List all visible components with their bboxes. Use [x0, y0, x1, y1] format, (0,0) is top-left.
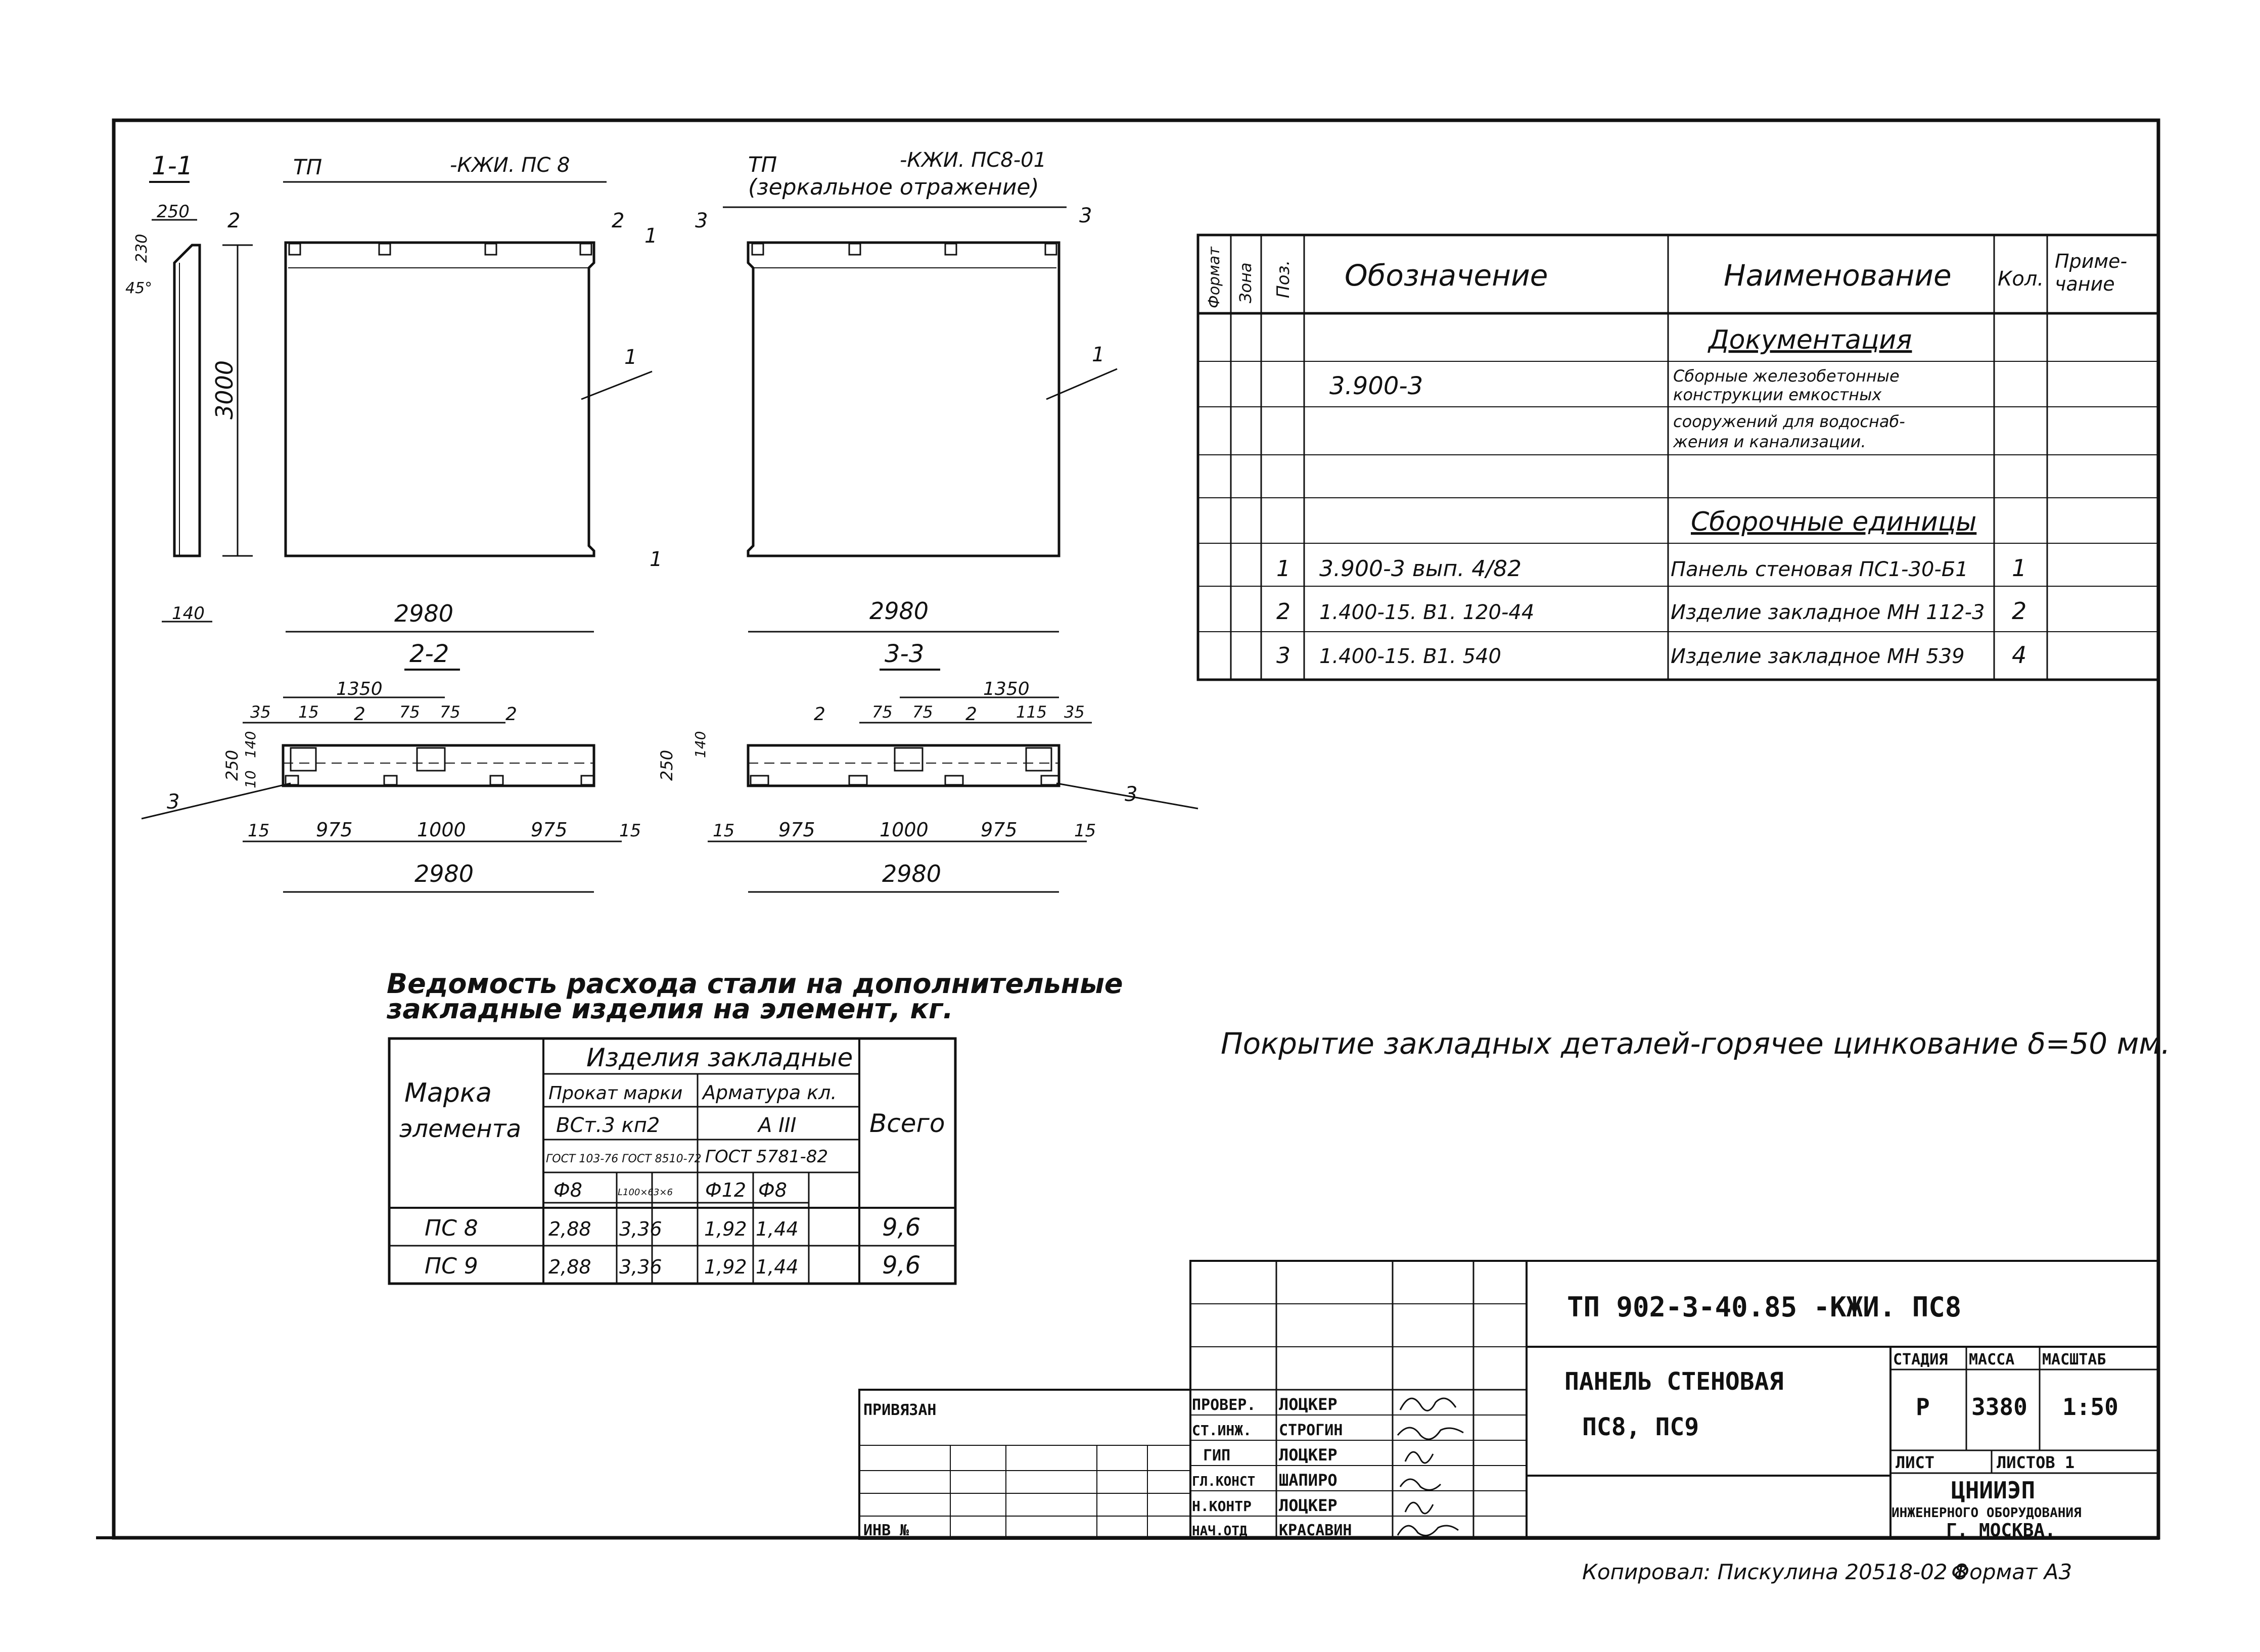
sig-name-6: КРАСАВИН	[1279, 1522, 1352, 1539]
mark-left-label: -КЖИ. ПС 8	[450, 154, 570, 177]
dim-975a-33: 975	[778, 819, 815, 841]
panel-outline-left	[286, 243, 594, 556]
sheet-label: ЛИСТ	[1896, 1453, 1935, 1472]
dim-975b-22: 975	[531, 819, 568, 841]
section-3-3-outline	[748, 745, 1059, 786]
doc-designation: 3.900-3	[1329, 372, 1423, 400]
steel-row2-mark: ПС 9	[425, 1253, 478, 1279]
drawing-code: ТП 902-3-40.85 -КЖИ. ПС8	[1567, 1291, 1962, 1323]
steel-row1-mark: ПС 8	[425, 1215, 478, 1241]
dim-45deg: 45°	[125, 279, 153, 297]
col-mark-1: Марка	[404, 1078, 492, 1108]
sig-role-5: Н.КОНТР	[1192, 1498, 1252, 1515]
dim-35-22: 35	[250, 702, 271, 722]
hdr-designation: Обозначение	[1345, 258, 1548, 293]
dim-1350-left: 1350	[336, 679, 383, 699]
rolled-grade: ВСт.3 кп2	[556, 1114, 660, 1137]
pos-1-left: 1	[624, 346, 637, 369]
sig-role-4: ГЛ.КОНСТ	[1192, 1474, 1256, 1489]
scale-label: МАСШТАБ	[2042, 1351, 2106, 1368]
section-assembly-units: Сборочные единицы	[1691, 507, 1977, 537]
dim-75b-33: 75	[912, 702, 933, 722]
cut-3-right: 3	[1079, 204, 1092, 227]
steel-row2-v1: 2,88	[548, 1256, 591, 1278]
signature-4	[1400, 1479, 1441, 1490]
sub-col-2: L100×63×6	[618, 1187, 673, 1198]
row3-pos: 3	[1276, 643, 1290, 669]
dim-975a-22: 975	[316, 819, 353, 841]
mark-right-label: -КЖИ. ПС8-01	[900, 149, 1047, 172]
steel-row1-v3: 1,92	[704, 1218, 747, 1240]
section-documentation: Документация	[1709, 325, 1912, 355]
org-2: ИНЖЕНЕРНОГО ОБОРУДОВАНИЯ	[1892, 1505, 2082, 1521]
signature-5	[1405, 1502, 1433, 1514]
row2-pos: 2	[1276, 599, 1290, 625]
hdr-qty: Кол.	[1998, 267, 2044, 291]
col-mark-2: элемента	[399, 1115, 522, 1143]
cut-1-bottom: 1	[650, 548, 663, 571]
sheet-format: Формат А3	[1951, 1560, 2072, 1584]
row1-name: Панель стеновая ПС1-30-Б1	[1671, 558, 1968, 581]
section-2-2-view	[142, 640, 641, 892]
dim-15a-33: 15	[713, 821, 735, 841]
tp-right-label: ТП	[748, 152, 777, 177]
pos-2-33a: 2	[814, 704, 825, 725]
section-3-3-view	[657, 640, 1198, 892]
mirror-note: (зеркальное отражение)	[748, 174, 1039, 200]
rolled-gost: ГОСТ 103-76 ГОСТ 8510-72	[546, 1153, 702, 1165]
dim-250-33: 250	[657, 749, 676, 781]
dim-975b-33: 975	[981, 819, 1018, 841]
dim-3000: 3000	[211, 360, 238, 419]
dim-140: 140	[172, 603, 205, 624]
inv-label: ИНВ №	[863, 1522, 909, 1539]
sig-role-1: ПРОВЕР.	[1192, 1396, 1256, 1414]
coating-note: Покрытие закладных деталей-горячее цинкование δ=50 мм.	[1221, 1026, 2171, 1061]
steel-consumption-table	[386, 968, 1123, 1284]
pos-2-33b: 2	[965, 704, 977, 725]
dim-1000-22: 1000	[417, 819, 466, 841]
steel-row2-total: 9,6	[882, 1251, 921, 1280]
dim-2980-22: 2980	[414, 860, 474, 887]
dim-75a-22: 75	[399, 702, 420, 722]
steel-row2-v2: 3,36	[619, 1256, 662, 1278]
cut-3-left: 3	[695, 209, 708, 232]
dim-2980-right: 2980	[869, 597, 929, 625]
drawing-name-1: ПАНЕЛЬ СТЕНОВАЯ	[1564, 1367, 1784, 1396]
dim-15a-22: 15	[248, 821, 270, 841]
cut-1-top: 1	[644, 224, 658, 248]
row2-designation: 1.400-15. В1. 120-44	[1319, 601, 1535, 624]
org-3: Г. МОСКВА.	[1946, 1520, 2056, 1541]
dim-15-22: 15	[298, 702, 319, 722]
hdr-format: Формат	[1206, 247, 1223, 308]
copied-by: Копировал: Пискулина 20518-02 8	[1582, 1560, 1968, 1584]
sig-role-3: ГИП	[1203, 1447, 1231, 1465]
doc-name-line-1: Сборные железобетонные	[1673, 366, 1900, 386]
col-rolled: Прокат марки	[548, 1083, 683, 1104]
dim-2980-33: 2980	[882, 860, 942, 887]
cut-2-left: 2	[227, 209, 241, 232]
rebar-gost: ГОСТ 5781-82	[705, 1147, 828, 1167]
steel-title-1: Ведомость расхода стали на дополнительные	[387, 968, 1123, 1000]
sub-col-3: Ф12	[705, 1179, 747, 1201]
pos-2-22a: 2	[354, 704, 365, 725]
row1-qty: 1	[2012, 554, 2027, 582]
steel-row1-total: 9,6	[882, 1213, 921, 1242]
dim-250-22: 250	[222, 749, 242, 781]
section-3-3-label: 3-3	[885, 640, 925, 668]
hdr-pos: Поз.	[1273, 260, 1294, 298]
dim-230: 230	[133, 233, 151, 263]
stage-label: СТАДИЯ	[1893, 1351, 1948, 1368]
signature-2	[1398, 1428, 1463, 1439]
row1-designation: 3.900-3 вып. 4/82	[1319, 556, 1522, 582]
steel-row1-v4: 1,44	[756, 1218, 799, 1240]
sub-col-4: Ф8	[758, 1179, 787, 1201]
dim-75a-33: 75	[872, 702, 893, 722]
steel-title-2: закладные изделия на элемент, кг.	[387, 993, 953, 1025]
row3-designation: 1.400-15. В1. 540	[1319, 645, 1501, 668]
signature-3	[1405, 1452, 1433, 1463]
dim-250-top: 250	[157, 202, 190, 222]
sub-col-1: Ф8	[554, 1179, 582, 1201]
section-2-2-outline	[283, 745, 594, 786]
hdr-note-2: чание	[2055, 273, 2115, 295]
dim-15b-22: 15	[619, 821, 641, 841]
panel-profile-1-1	[174, 245, 200, 556]
steel-row1-v2: 3,36	[619, 1218, 662, 1240]
pos-3-22: 3	[167, 790, 180, 814]
panel-outline-right	[748, 243, 1059, 556]
dim-1350-right: 1350	[983, 679, 1030, 699]
rebar-class: А III	[758, 1114, 797, 1137]
dim-10-22: 10	[242, 770, 259, 788]
tp-left-label: ТП	[293, 155, 322, 179]
signature-6	[1398, 1526, 1458, 1536]
dim-35-33: 35	[1064, 702, 1085, 722]
mass-value: 3380	[1971, 1393, 2027, 1421]
sig-name-1: ЛОЦКЕР	[1279, 1395, 1337, 1414]
dim-140-33: 140	[692, 731, 709, 758]
specification-table	[1198, 235, 2158, 680]
dim-75b-22: 75	[440, 702, 460, 722]
sig-name-3: ЛОЦКЕР	[1279, 1445, 1337, 1465]
dim-15b-33: 15	[1074, 821, 1096, 841]
dim-2980-left: 2980	[394, 600, 454, 627]
section-2-2-label: 2-2	[409, 640, 449, 668]
sig-name-5: ЛОЦКЕР	[1279, 1496, 1337, 1515]
doc-name-line-3: сооружений для водоснаб-	[1673, 412, 1905, 431]
row2-name: Изделие закладное МН 112-3	[1671, 601, 1985, 624]
dim-115-33: 115	[1016, 702, 1047, 722]
col-total: Всего	[869, 1109, 945, 1138]
hdr-note-1: Приме-	[2055, 250, 2128, 272]
row3-qty: 4	[2012, 641, 2027, 669]
drawing-name-2: ПС8, ПС9	[1582, 1413, 1699, 1441]
sig-name-4: ШАПИРО	[1279, 1471, 1337, 1490]
section-1-1-label: 1-1	[152, 151, 193, 180]
sig-role-2: СТ.ИНЖ.	[1192, 1422, 1252, 1439]
panel-elevation-right	[695, 149, 1117, 632]
hdr-name: Наименование	[1724, 258, 1952, 293]
hdr-zone: Зона	[1236, 262, 1255, 303]
scale-value: 1:50	[2062, 1393, 2118, 1421]
cut-2-right: 2	[612, 209, 625, 232]
org-1: ЦНИИЭП	[1951, 1477, 2036, 1504]
pos-3-33: 3	[1125, 783, 1138, 806]
row3-name: Изделие закладное МН 539	[1671, 645, 1965, 668]
row1-pos: 1	[1276, 556, 1290, 582]
doc-name-line-2: конструкции емкостных	[1673, 385, 1882, 404]
stage-value: Р	[1916, 1393, 1930, 1421]
mass-label: МАССА	[1969, 1351, 2015, 1368]
pos-1-right: 1	[1092, 343, 1105, 366]
dim-1000-33: 1000	[880, 819, 929, 841]
title-block	[859, 1261, 2158, 1541]
steel-row2-v3: 1,92	[704, 1256, 747, 1278]
sheets-label: ЛИСТОВ 1	[1997, 1453, 2075, 1472]
col-rebar: Арматура кл.	[703, 1081, 837, 1104]
pos-2-22b: 2	[505, 704, 517, 725]
sig-role-6: НАЧ.ОТД	[1192, 1524, 1248, 1539]
doc-name-line-4: жения и канализации.	[1673, 432, 1866, 451]
signature-1	[1400, 1398, 1456, 1410]
steel-row2-v4: 1,44	[756, 1256, 799, 1278]
steel-row1-v1: 2,88	[548, 1218, 591, 1240]
col-embedded: Изделия закладные	[586, 1043, 853, 1072]
linked-label: ПРИВЯЗАН	[863, 1401, 937, 1419]
row2-qty: 2	[2012, 597, 2027, 625]
dim-140-22: 140	[242, 731, 259, 758]
sig-name-2: СТРОГИН	[1279, 1422, 1343, 1439]
panel-elevation-left	[227, 154, 662, 632]
